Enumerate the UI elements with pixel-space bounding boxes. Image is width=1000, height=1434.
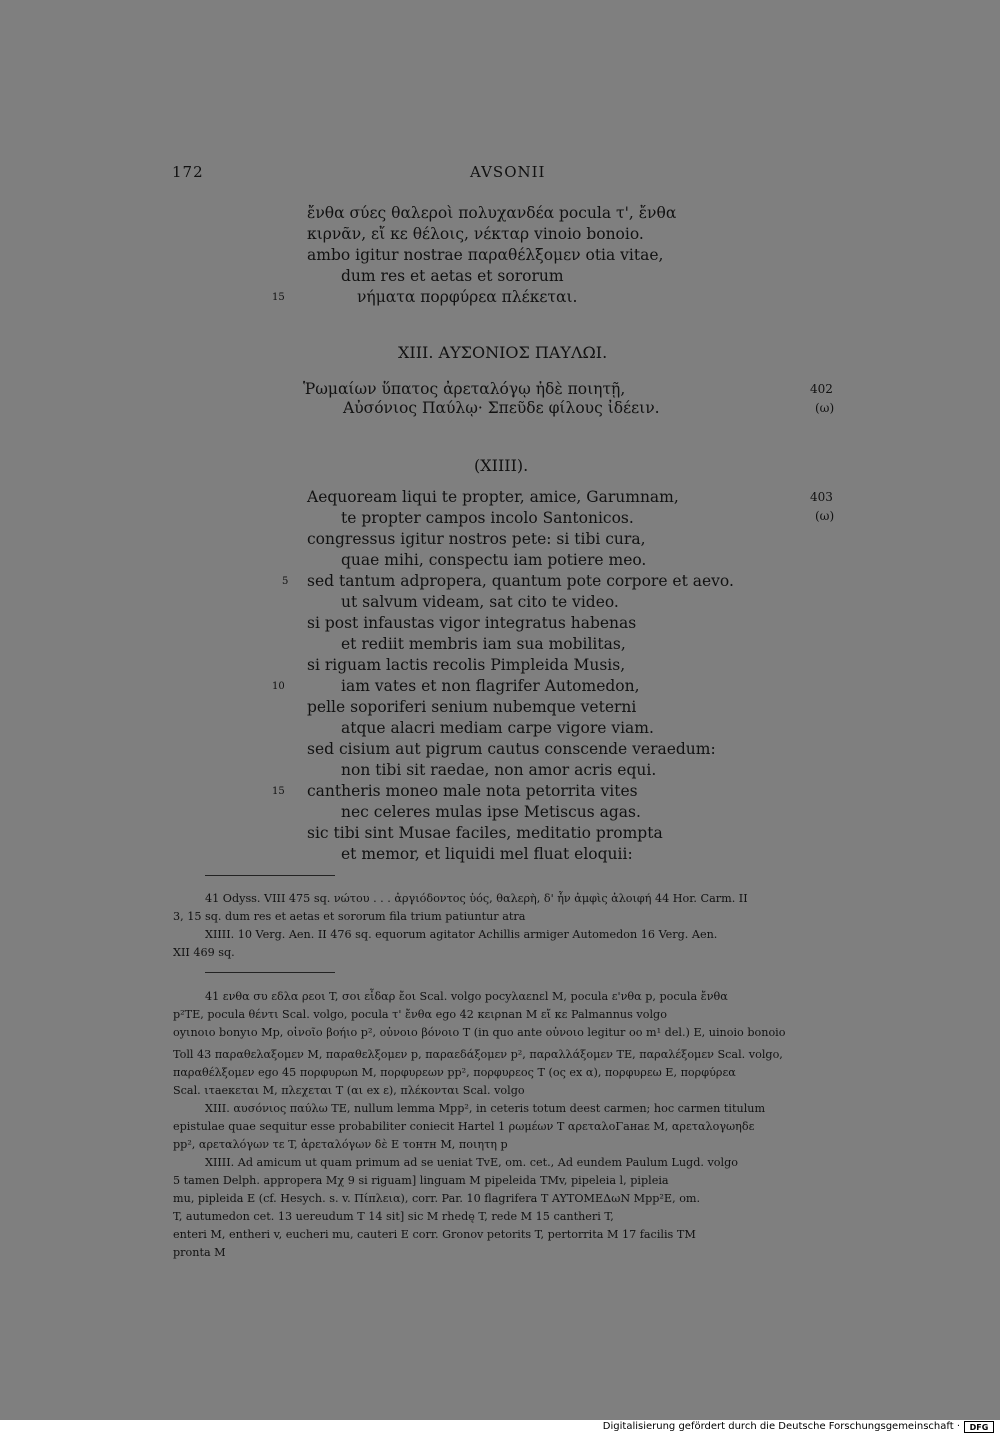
line-number: 15 — [272, 292, 285, 303]
verse-line: Αὐσόνιος Παύλῳ· Σπεῦδε φίλους ἰδέειν. — [343, 399, 660, 417]
verse-line: congressus igitur nostros pete: si tibi cura, — [307, 530, 646, 548]
page-number: 172 — [172, 163, 204, 181]
footer-bar — [0, 1420, 1000, 1434]
verse-line: ambo igitur nostrae παραθέλξομεν otia vitae, — [307, 246, 664, 264]
verse-line: iam vates et non flagrifer Automedon, — [341, 677, 640, 695]
verse-line: cantheris moneo male nota petorrita vites — [307, 782, 638, 800]
apparatus-line: 41 ενθα συ εδλα ρεοι T, σοι εἶδαρ ἔοι Scal. volgo pocyλαεnεl M, pocula ε'νθα p, pocula ἔνθα — [205, 990, 728, 1003]
note-line: XIIII. 10 Verg. Aen. II 476 sq. equorum agitator Achillis armiger Automedon 16 Verg. Aen. — [205, 928, 718, 941]
apparatus-line: οyιnοιο bonyιο Mp, οἰνοῖο βοήιο p², οὐνοιο βόνοιο T (in quo ante οὐνοιο legitur oo m¹ del.) E, uinoio bonoio — [173, 1026, 786, 1039]
note-line: 3, 15 sq. dum res et aetas et sororum fila trium patiuntur atra — [173, 910, 526, 923]
side-mark: (ω) — [815, 509, 835, 523]
verse-line: pelle soporiferi senium nubemque veterni — [307, 698, 637, 716]
verse-line: sic tibi sint Musae faciles, meditatio prompta — [307, 824, 663, 842]
verse-line: quae mihi, conspectu iam potiere meo. — [341, 551, 647, 569]
verse-line: Ῥωμαίων ὕπατος ἀρεταλόγῳ ἠδὲ ποιητῇ, — [303, 380, 626, 398]
apparatus-line: παραθέλξομεν ego 45 πορφυρωn M, πορφυρεων pp², πορφυρεος T (ος ex α), πορφυρεω E, πορφύρεα — [173, 1066, 736, 1079]
line-number: 10 — [272, 681, 285, 692]
apparatus-line: p²TE, pocula θέντι Scal. volgo, pocula τ' ἔνθα ego 42 κειρnan M εἴ κε Palmannus volgo — [173, 1008, 667, 1021]
side-number: 402 — [810, 382, 833, 396]
section-title: (XIIII). — [474, 456, 529, 475]
running-title: AVSONII — [470, 163, 546, 181]
verse-line: nec celeres mulas ipse Metiscus agas. — [341, 803, 641, 821]
apparatus-line: Toll 43 παραθελαξομεν M, παραθελξομεν p, παραεδάξομεν p², παραλλάξομεν TE, παραλέξομεν Scal. volgo, — [173, 1048, 783, 1061]
verse-line: νήματα πορφύρεα πλέκεται. — [357, 288, 578, 306]
apparatus-line: epistulae quae sequitur esse probabiliter coniecit Hartel 1 ρωμέων T αρεταλοΓaнaε M, αρεταλογωηδε — [173, 1120, 755, 1133]
line-number: 15 — [272, 786, 285, 797]
verse-line: non tibi sit raedae, non amor acris equi. — [341, 761, 657, 779]
verse-line: si riguam lactis recolis Pimpleida Musis, — [307, 656, 626, 674]
apparatus-line: Scal. ιτaeκεται M, πλεχεται T (αι ex ε), πλέκονται Scal. volgo — [173, 1084, 525, 1097]
apparatus-line: pronta M — [173, 1246, 226, 1259]
verse-line: atque alacri mediam carpe vigore viam. — [341, 719, 654, 737]
verse-line: Aequoream liqui te propter, amice, Garumnam, — [307, 488, 679, 506]
verse-line: si post infaustas vigor integratus habenas — [307, 614, 637, 632]
verse-line: dum res et aetas et sororum — [341, 267, 564, 285]
verse-line: κιρνᾶν, εἴ κε θέλοις, νέκταρ vinoio bonoio. — [307, 225, 644, 243]
apparatus-line: mu, pipleida E (cf. Hesych. s. v. Πίπλεια), corr. Par. 10 flagrifera T AYTOMEΔωN Mpp²E, om. — [173, 1192, 701, 1205]
apparatus-line: XIIII. Ad amicum ut quam primum ad se ueniat TvE, om. cet., Ad eundem Paulum Lugd. volgo — [205, 1156, 738, 1169]
side-mark: (ω) — [815, 401, 835, 415]
note-line: XII 469 sq. — [173, 946, 235, 959]
apparatus-line: XIII. αυσόνιος παύλω TE, nullum lemma Mpp², in ceteris totum deest carmen; hoc carmen titulum — [205, 1102, 766, 1115]
apparatus-line: pp², αρεταλόγων τε T, ἀρεταλόγων δὲ E τοнтн M, ποιητη p — [173, 1138, 508, 1151]
apparatus-line: enteri M, entheri v, eucheri mu, cauteri E corr. Gronov petorits T, pertorrita M 17 facilis TM — [173, 1228, 696, 1241]
dfg-logo: DFG — [964, 1421, 994, 1433]
apparatus-line: 5 tamen Delph. appropera Mχ 9 si riguam] linguam M pipeleida TMv, pipeleia l, pipleia — [173, 1174, 669, 1187]
verse-line: ἔνθα σύες θαλεροὶ πολυχανδέα pocula τ', ἔνθα — [307, 204, 677, 222]
footer-credit: Digitalisierung gefördert durch die Deutsche Forschungsgemeinschaft · — [602, 1421, 960, 1432]
side-number: 403 — [810, 490, 833, 504]
separator-rule — [205, 972, 335, 973]
apparatus-line: T, autumedon cet. 13 uereudum T 14 sit] sic M rhedę T, rede M 15 cantheri T, — [173, 1210, 614, 1223]
verse-line: te propter campos incolo Santonicos. — [341, 509, 634, 527]
verse-line: sed tantum adpropera, quantum pote corpore et aevo. — [307, 572, 734, 590]
verse-line: et memor, et liquidi mel fluat eloquii: — [341, 845, 633, 863]
verse-line: sed cisium aut pigrum cautus conscende veraedum: — [307, 740, 716, 758]
separator-rule — [205, 875, 335, 876]
note-line: 41 Odyss. VIII 475 sq. νώτου . . . ἀργιόδοντος ὑός, θαλερὴ, δ' ἦν ἀμφὶς ἀλοιφή 44 Hor. Carm. II — [205, 892, 748, 905]
line-number: 5 — [282, 576, 289, 587]
section-title: XIII. ΑΥΣΟΝΙΟΣ ΠΑΥΛΩΙ. — [398, 343, 608, 362]
verse-line: et rediit membris iam sua mobilitas, — [341, 635, 626, 653]
verse-line: ut salvum videam, sat cito te video. — [341, 593, 619, 611]
